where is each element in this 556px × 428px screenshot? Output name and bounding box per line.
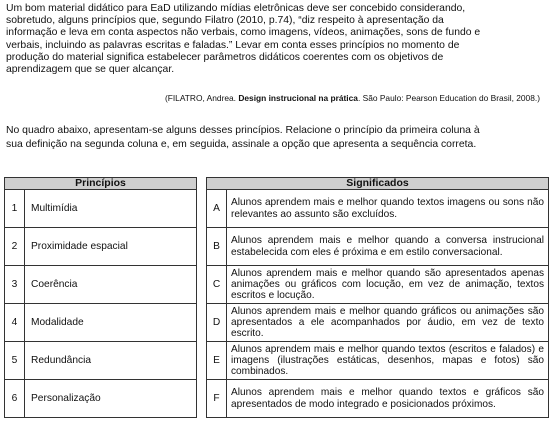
intro-line: aprendizagem que se quer alcançar. — [6, 64, 175, 76]
significados-table — [206, 177, 549, 418]
significado-text: Alunos aprendem mais e melhor quando gráficos ou animações são apresentados a ele acompanhados por áudio, em vez de texto escrito. — [227, 304, 549, 342]
significado-letter: B — [207, 228, 227, 266]
principios-table — [4, 177, 197, 418]
intro-line: sobretudo, alguns princípios que, segundo Filatro (2010, p.74), “diz respeito à apresentação da — [6, 15, 444, 27]
significado-letter: E — [207, 342, 227, 380]
principio-name: Proximidade espacial — [25, 228, 197, 266]
citation: (FILATRO, Andrea. Design instrucional na prática. São Paulo: Pearson Education do Brasil, 2008.) — [164, 93, 540, 103]
instruction-line: sua definição na segunda coluna e, em seguida, assinale a opção que apresenta a sequência correta. — [6, 139, 477, 150]
intro-line: verbais, incluindo as palavras escritas e faladas.” Levar em conta esses princípios no momento de — [6, 39, 460, 51]
principio-number: 5 — [5, 342, 25, 380]
principio-number: 6 — [5, 380, 25, 418]
significado-letter: A — [207, 190, 227, 228]
intro-paragraph — [6, 3, 544, 76]
significado-text: Alunos aprendem mais e melhor quando textos e gráficos são apresentados de modo integrado e posicionados próximos. — [227, 380, 549, 418]
principios-header: Princípios — [5, 178, 197, 190]
citation-title: Design instrucional na prática — [238, 93, 358, 103]
significados-header: Significados — [207, 178, 549, 190]
intro-line: informação e leva em conta aspectos não verbais, como imagens, vídeos, animações, sons de fundo e — [6, 27, 481, 39]
instruction-text — [6, 124, 552, 152]
significado-letter: D — [207, 304, 227, 342]
principio-number: 4 — [5, 304, 25, 342]
intro-line: Um bom material didático para EaD utilizando mídias eletrônicas deve ser concebido considerando, — [6, 3, 466, 14]
principio-name: Personalização — [25, 380, 197, 418]
significado-text: Alunos aprendem mais e melhor quando textos (escritos e falados) e imagens (ilustrações estáticas, desenhos, mapas e fotos) são combinados. — [227, 342, 549, 380]
significado-letter: F — [207, 380, 227, 418]
principio-number: 2 — [5, 228, 25, 266]
significado-letter: C — [207, 266, 227, 304]
intro-line: produção do material significa estabelecer parâmetros didáticos coerentes com os objetivos de — [6, 51, 444, 63]
significado-text: Alunos aprendem mais e melhor quando textos imagens ou sons não relevantes ao assunto são excluídos. — [227, 190, 549, 228]
instruction-line: No quadro abaixo, apresentam-se alguns desses princípios. Relacione o princípio da primeira coluna à — [6, 125, 480, 136]
principio-name: Coerência — [25, 266, 197, 304]
principio-number: 3 — [5, 266, 25, 304]
principio-name: Modalidade — [25, 304, 197, 342]
principio-number: 1 — [5, 190, 25, 228]
principio-name: Redundância — [25, 342, 197, 380]
significado-text: Alunos aprendem mais e melhor quando a conversa instrucional estabelecida com eles é próxima e em estilo conversacional. — [227, 228, 549, 266]
principio-name: Multimídia — [25, 190, 197, 228]
significado-text: Alunos aprendem mais e melhor quando são apresentados apenas animações ou gráficos com locução, em vez de animação, textos escritos e locução. — [227, 266, 549, 304]
